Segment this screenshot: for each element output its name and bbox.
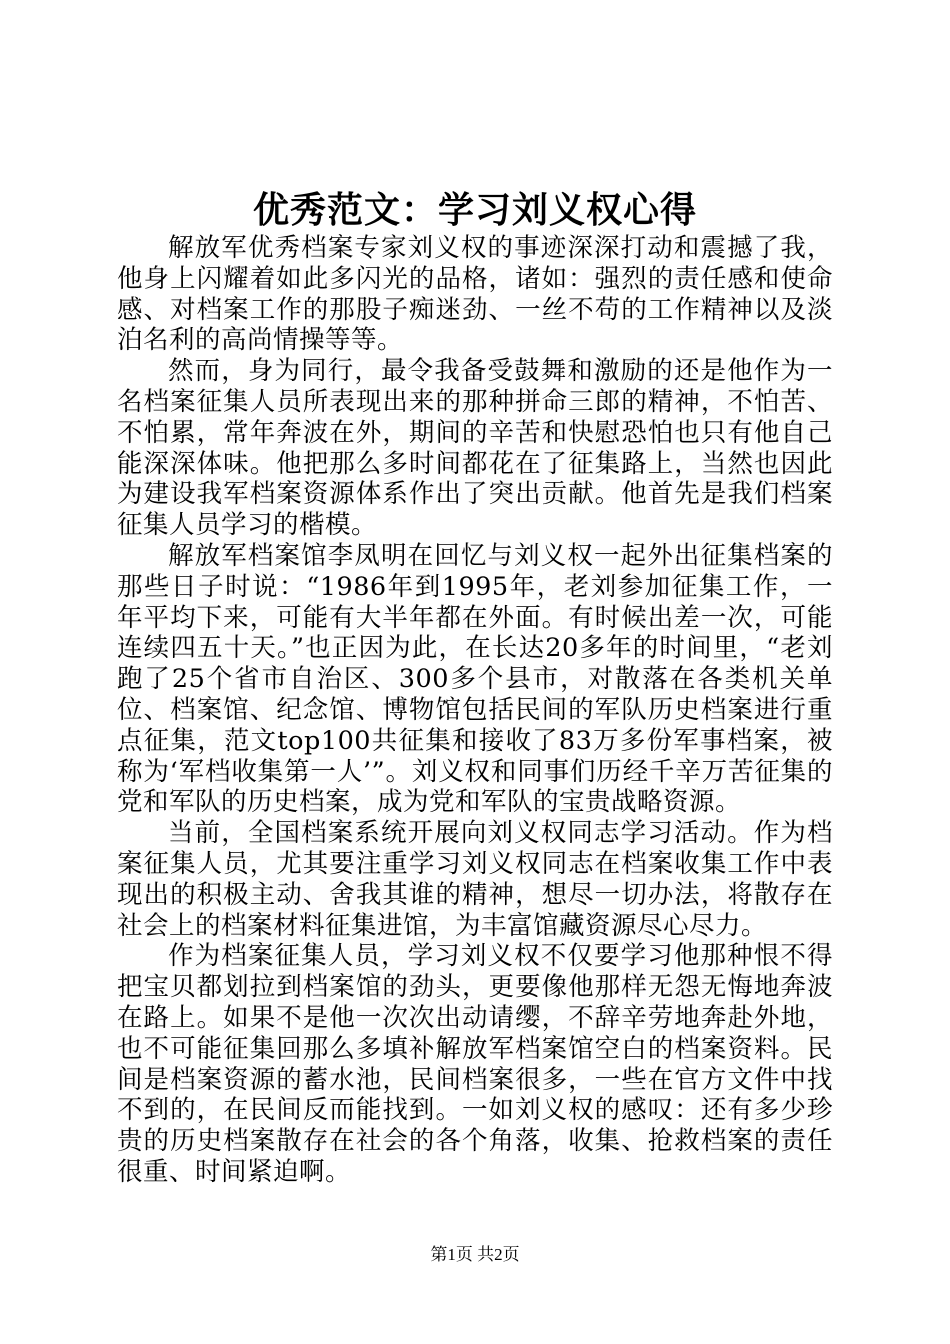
page-footer: 第1页 共2页: [430, 1245, 520, 1264]
paragraph-4: 当前，全国档案系统开展向刘义权同志学习活动。作为档案征集人员，尤其要注重学习刘义权同志在档案收集工作中表现出的积极主动、舍我其谁的精神，想尽一切办法，将散存在社会上的档案材料征集进馆，为丰富馆藏资源尽心尽力。: [117, 818, 833, 941]
paragraph-5: 作为档案征集人员，学习刘义权不仅要学习他那种恨不得把宝贝都划拉到档案馆的劲头，更要像他那样无怨无悔地奔波在路上。如果不是他一次次出动请缨，不辞辛劳地奔赴外地，也不可能征集回那么多填补解放军档案馆空白的档案资料。民间是档案资源的蓄水池，民间档案很多，一些在官方文件中找不到的，在民间反而能找到。一如刘义权的感叹：还有多少珍贵的历史档案散存在社会的各个角落，收集、抢救档案的责任很重、时间紧迫啊。: [117, 941, 833, 1187]
paragraph-2: 然而，身为同行，最令我备受鼓舞和激励的还是他作为一名档案征集人员所表现出来的那种拼命三郎的精神，不怕苦、不怕累，常年奔波在外，期间的辛苦和快慰恐怕也只有他自己能深深体味。他把那么多时间都花在了征集路上，当然也因此为建设我军档案资源体系作出了突出贡献。他首先是我们档案征集人员学习的楷模。: [117, 356, 833, 541]
paragraph-1: 解放军优秀档案专家刘义权的事迹深深打动和震撼了我，他身上闪耀着如此多闪光的品格，诸如：强烈的责任感和使命感、对档案工作的那股子痴迷劲、一丝不苟的工作精神以及淡泊名利的高尚情操等等。: [117, 233, 833, 356]
document-title: 优秀范文：学习刘义权心得: [252, 189, 697, 231]
document-body: [117, 233, 833, 1188]
paragraph-3: 解放军档案馆李凤明在回忆与刘义权一起外出征集档案的那些日子时说：“1986年到1995年，老刘参加征集工作，一年平均下来，可能有大半年都在外面。有时候出差一次，可能连续四五十天。”也正因为此，在长达20多年的时间里，“老刘跑了25个省市自治区、300多个县市，对散落在各类机关单位、档案馆、纪念馆、博物馆包括民间的军队历史档案进行重点征集，范文top100共征集和接收了83万多份军事档案，被称为‘军档收集第一人’”。刘义权和同事们历经千辛万苦征集的党和军队的历史档案，成为党和军队的宝贵战略资源。: [117, 540, 833, 818]
